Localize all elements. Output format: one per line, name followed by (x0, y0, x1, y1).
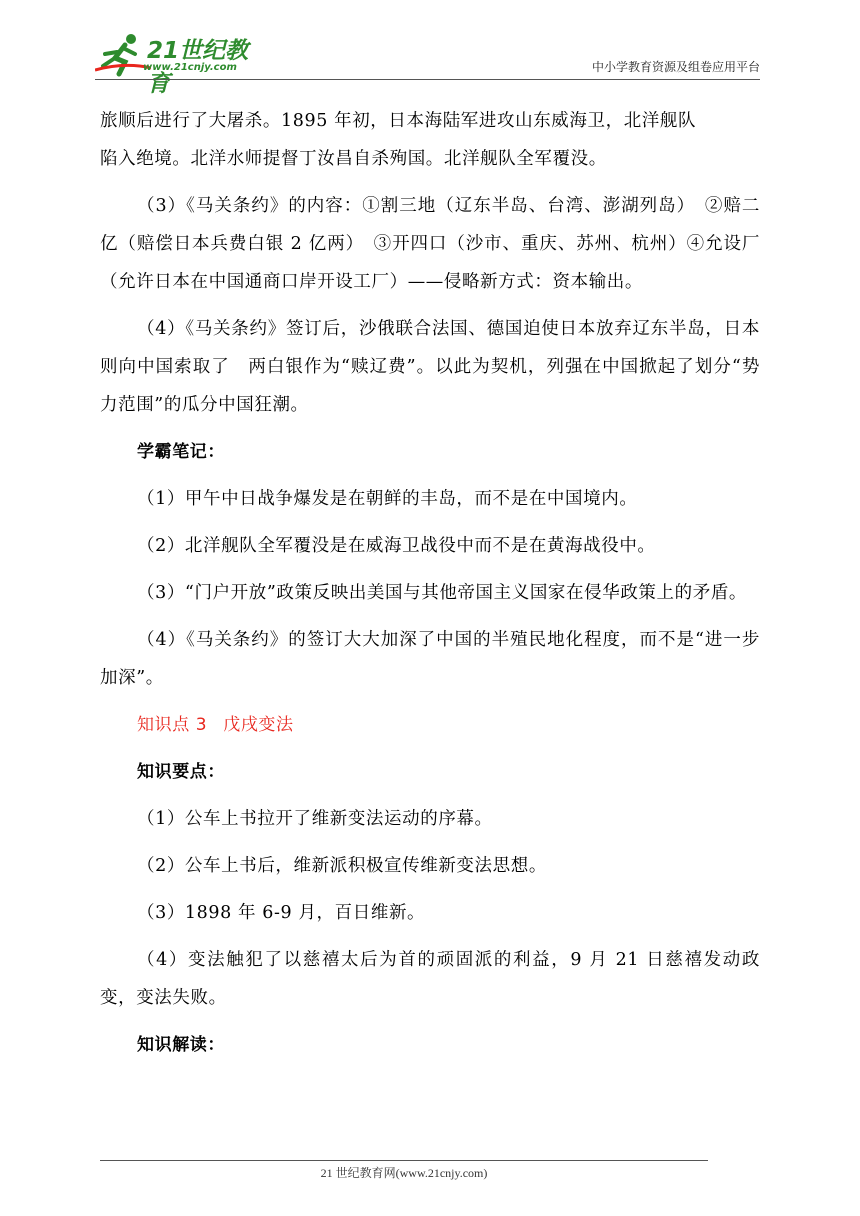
document-body (100, 102, 760, 1064)
site-logo (95, 32, 265, 97)
notes-heading: 学霸笔记： (137, 442, 225, 462)
treaty-aftermath-paragraph: （4）《马关条约》签订后，沙俄联合法国、德国迫使日本放弃辽东半岛，日本则向中国索取了 两白银作为“赎辽费”。以此为契机，列强在中国掀起了划分“势力范围”的瓜分中国狂潮。 (100, 319, 760, 415)
page-header (95, 28, 760, 97)
note-item: （2）北洋舰队全军覆没是在威海卫战役中而不是在黄海战役中。 (137, 536, 656, 556)
section-title: 戊戌变法 (223, 715, 294, 735)
key-point-item: （3）1898 年 6-9 月，百日维新。 (137, 903, 426, 923)
key-point-item: （2）公车上书后，维新派积极宣传维新变法思想。 (137, 856, 547, 876)
header-divider (95, 79, 760, 80)
paragraph-line: 陷入绝境。北洋水师提督丁汝昌自杀殉国。北洋舰队全军覆没。 (100, 149, 607, 169)
treaty-content-paragraph: （3）《马关条约》的内容：①割三地（辽东半岛、台湾、澎湖列岛） ②赔二亿（赔偿日本兵费白银 2 亿两） ③开四口（沙市、重庆、苏州、杭州）④允设厂（允许日本在中国通商口岸开设工厂）——侵略新方式：资本输出。 (100, 196, 760, 292)
note-item: （3）“门户开放”政策反映出美国与其他帝国主义国家在侵华政策上的矛盾。 (137, 583, 748, 603)
section-label: 知识点 3 (137, 715, 208, 735)
note-item: （1）甲午中日战争爆发是在朝鲜的丰岛，而不是在中国境内。 (137, 489, 638, 509)
key-points-heading: 知识要点： (137, 762, 225, 782)
key-point-item: （4）变法触犯了以慈禧太后为首的顽固派的利益，9 月 21 日慈禧发动政变，变法失败。 (100, 950, 760, 1008)
section-heading (100, 706, 760, 744)
page-footer: 21 世纪教育网(www.21cnjy.com) (320, 1166, 488, 1180)
key-point-item: （1）公车上书拉开了维新变法运动的序幕。 (137, 809, 493, 829)
header-tagline: 中小学教育资源及组卷应用平台 (591, 60, 760, 74)
note-item: （4）《马关条约》的签订大大加深了中国的半殖民地化程度，而不是“进一步加深”。 (100, 630, 760, 688)
logo-brand-text: 21世纪教育 (147, 38, 249, 97)
footer-divider (100, 1160, 708, 1161)
logo-url-text: www.21cnjy.com (143, 62, 237, 73)
paragraph-line: 旅顺后进行了大屠杀。1895 年初，日本海陆军进攻山东威海卫，北洋舰队 (100, 111, 697, 131)
reading-heading: 知识解读： (137, 1035, 225, 1055)
